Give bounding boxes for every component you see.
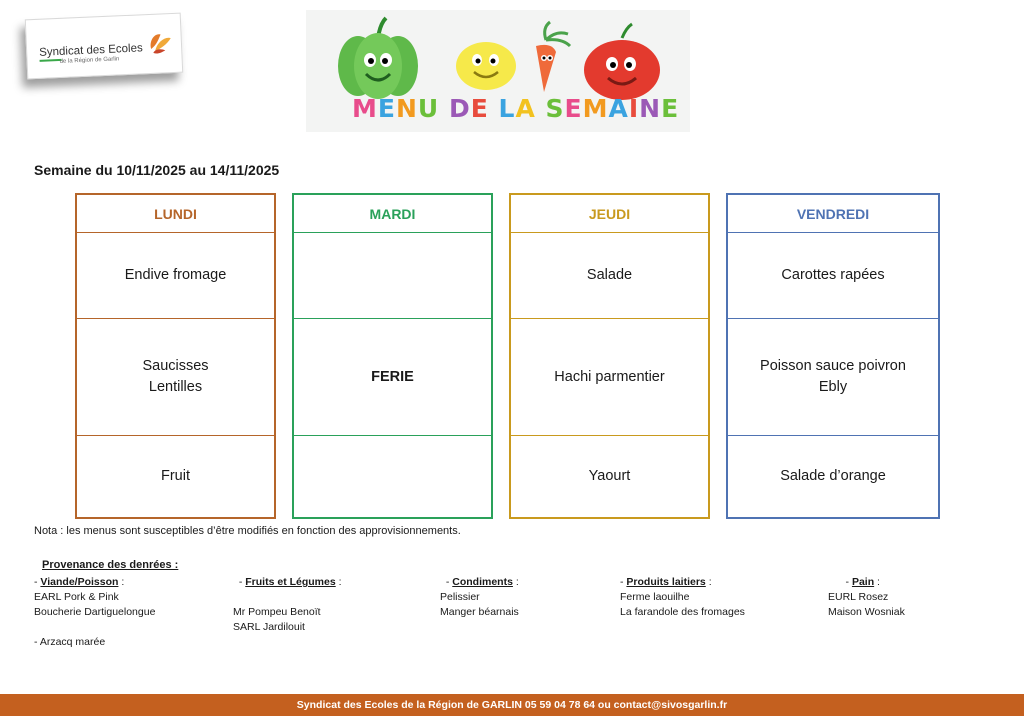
provenance-column-laitiers — [620, 575, 745, 620]
entree-cell: Salade — [511, 233, 708, 319]
banner-title-letter — [536, 94, 546, 123]
banner-title-letter: E — [661, 94, 680, 123]
provenance-heading: - Pain : — [845, 576, 880, 588]
provenance-heading: - Condiments : — [445, 576, 519, 588]
banner-title-letter: E — [564, 94, 583, 123]
provenance-heading: - Viande/Poisson : — [34, 576, 125, 588]
day-column-vendredi — [726, 193, 940, 519]
dessert-cell: Salade d’orange — [780, 468, 886, 484]
entree-cell — [294, 233, 491, 319]
main-course-cell: Hachi parmentier — [511, 319, 708, 436]
provenance-heading: - Produits laitiers : — [620, 576, 712, 588]
day-header: VENDREDI — [728, 195, 938, 233]
pumpkin-icon — [338, 18, 418, 99]
supplier-line: EURL Rosez — [828, 591, 889, 603]
banner-title — [352, 94, 680, 123]
tomato-icon — [584, 24, 660, 100]
banner-title-letter: D — [448, 94, 471, 123]
provenance-column-pain — [828, 575, 905, 620]
banner-title-letter: A — [608, 94, 629, 123]
provenance-column-fruits — [233, 575, 342, 635]
dessert-cell: Yaourt — [588, 468, 631, 484]
logo-underline — [40, 59, 62, 62]
dessert-cell — [294, 436, 491, 517]
day-header: LUNDI — [77, 195, 274, 233]
menu-disclaimer: Nota : les menus sont susceptibles d’être modifiés en fonction des approvisionnements. — [34, 525, 461, 537]
supplier-line: - Arzacq marée — [34, 636, 106, 648]
banner-title-letter: E — [470, 94, 489, 123]
day-header: MARDI — [294, 195, 491, 233]
dessert-cell: Fruit — [161, 468, 190, 484]
banner-title-letter — [489, 94, 499, 123]
footer-contact: Syndicat des Ecoles de la Région de GARLIN 05 59 04 78 64 ou contact@sivosgarlin.fr — [0, 694, 1024, 716]
banner-title-letter: N — [639, 94, 662, 123]
main-course-cell: FERIE — [294, 319, 491, 436]
supplier-line: Manger béarnais — [440, 606, 519, 618]
week-title: Semaine du 10/11/2025 au 14/11/2025 — [34, 162, 280, 178]
banner-title-letter: M — [582, 94, 609, 123]
banner-title-letter: I — [628, 94, 640, 123]
supplier-line: Boucherie Dartiguelongue — [34, 606, 156, 618]
banner-title-letter: U — [417, 94, 440, 123]
main-course-cell: Saucisses Lentilles — [77, 319, 274, 436]
main-course-cell: Poisson sauce poivron Ebly — [728, 319, 938, 436]
provenance-column-viande — [34, 575, 155, 650]
supplier-line: Mr Pompeu Benoït — [233, 606, 321, 618]
day-column-lundi — [75, 193, 276, 519]
carrot-icon — [536, 22, 570, 92]
provenance-title: Provenance des denrées : — [42, 559, 179, 571]
day-header: JEUDI — [511, 195, 708, 233]
logo-subtitle: de la Région de Garlin — [59, 56, 120, 65]
banner-title-letter: A — [515, 94, 536, 123]
lemon-icon — [456, 42, 516, 90]
supplier-line: La farandole des fromages — [620, 606, 745, 618]
supplier-line: Maison Wosniak — [828, 606, 905, 618]
entree-cell: Carottes rapées — [728, 233, 938, 319]
supplier-line: EARL Pork & Pink — [34, 591, 119, 603]
supplier-line: Pelissier — [440, 591, 480, 603]
provenance-heading: - Fruits et Légumes : — [238, 576, 342, 588]
banner-title-letter — [439, 94, 449, 123]
day-column-mardi — [292, 193, 493, 519]
provenance-column-condiments — [440, 575, 519, 620]
banner-title-letter: L — [498, 94, 516, 123]
banner-title-letter: N — [395, 94, 418, 123]
supplier-line — [34, 620, 155, 635]
banner-title-letter: E — [377, 94, 396, 123]
supplier-line: SARL Jardilouit — [233, 621, 305, 633]
supplier-line: Ferme laouilhe — [620, 591, 690, 603]
day-column-jeudi — [509, 193, 710, 519]
banner-title-letter: M — [352, 94, 378, 123]
organization-logo — [25, 13, 183, 80]
menu-banner — [306, 10, 690, 132]
entree-cell: Endive fromage — [77, 233, 274, 319]
supplier-line — [233, 590, 342, 605]
butterfly-icon — [146, 28, 173, 57]
logo-title: Syndicat des Ecoles — [38, 42, 143, 59]
banner-title-letter: S — [545, 94, 565, 123]
